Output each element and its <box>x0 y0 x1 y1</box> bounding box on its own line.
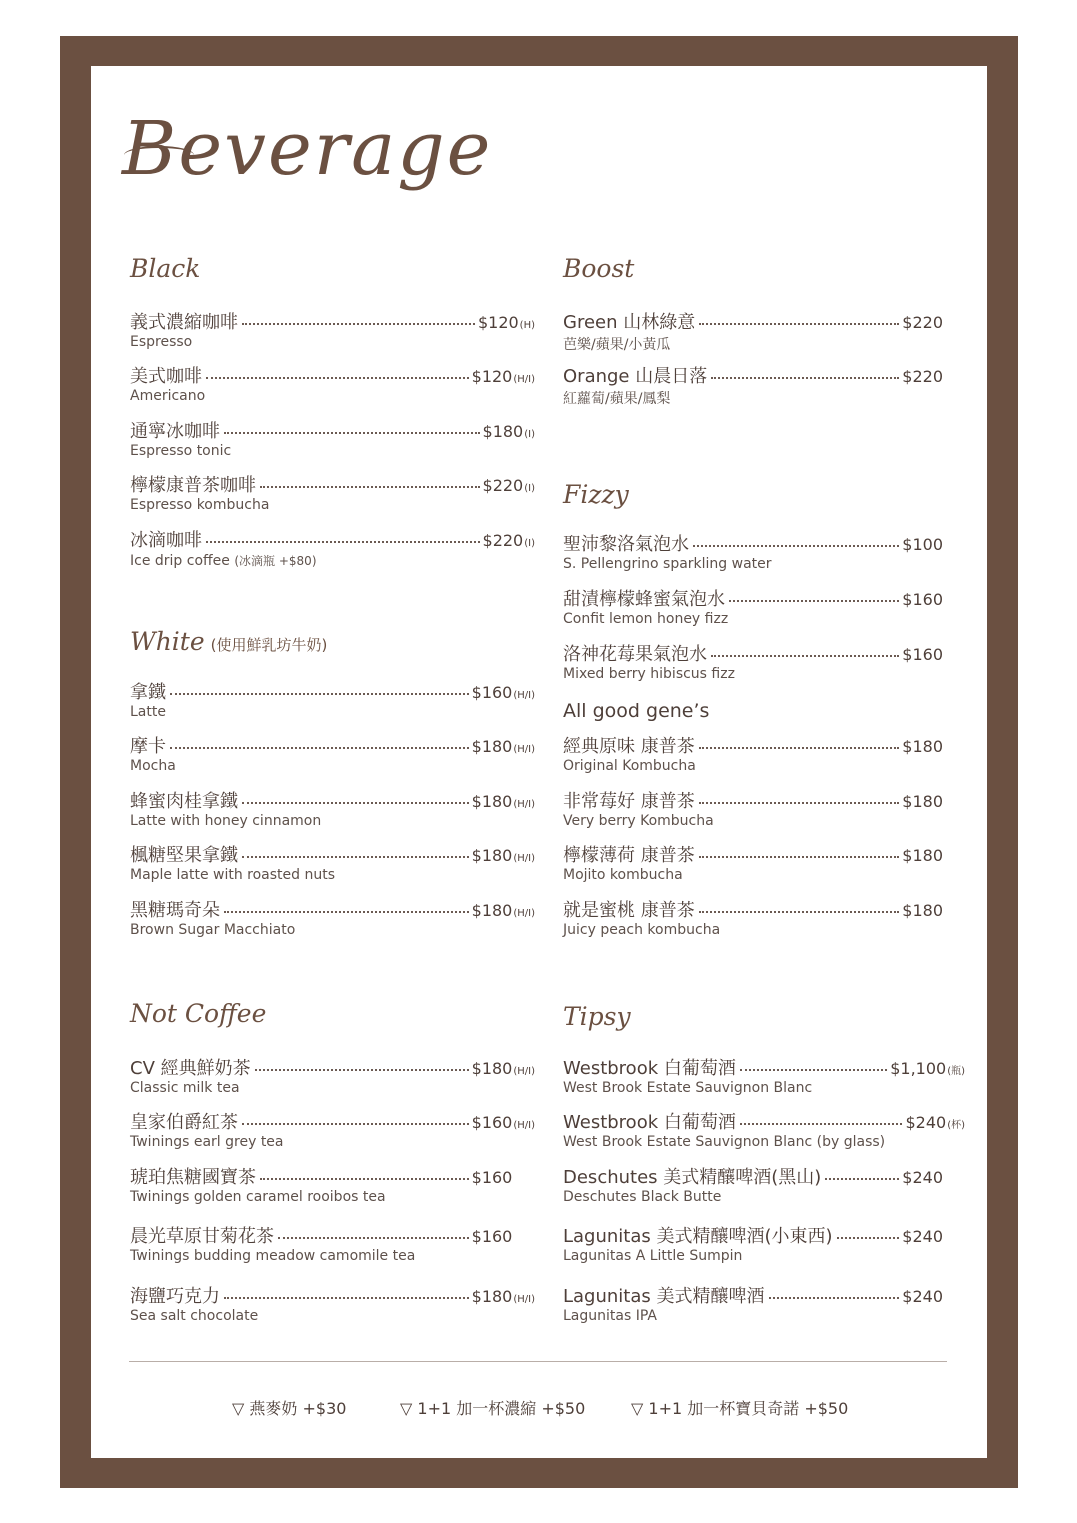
item-english: Latte <box>130 704 166 720</box>
section-title-not-coffee: Not Coffee <box>130 999 267 1028</box>
item-unit: (H/I) <box>513 1294 535 1305</box>
item-english: Very berry Kombucha <box>563 813 714 829</box>
item-unit: (H) <box>519 320 535 331</box>
section-note-white: (使用鮮乳坊牛奶) <box>210 636 328 654</box>
menu-item <box>563 1282 943 1328</box>
item-name: CV 經典鮮奶茶 <box>130 1058 251 1079</box>
item-price: $220 <box>902 313 943 332</box>
menu-item <box>130 417 535 463</box>
item-price: $180 <box>471 901 513 920</box>
item-price: $1,100 <box>890 1059 947 1078</box>
item-english: Mojito kombucha <box>563 867 683 883</box>
menu-item <box>563 585 943 631</box>
menu-item <box>563 308 943 354</box>
item-english: Confit lemon honey fizz <box>563 611 729 627</box>
item-english: Ice drip coffee <box>130 553 230 569</box>
item-name: 海鹽巧克力 <box>130 1286 220 1307</box>
item-english: Twinings earl grey tea <box>130 1134 284 1150</box>
item-ingredients: 紅蘿蔔/蘋果/鳳梨 <box>563 391 671 407</box>
addon-extra-espresso: ▽ 1+1 加一杯濃縮 +$50 <box>400 1399 586 1418</box>
item-unit: (I) <box>524 538 535 549</box>
item-unit: (杯) <box>947 1120 965 1131</box>
item-english: Sea salt chocolate <box>130 1308 259 1324</box>
item-name: 非常莓好 康普茶 <box>563 791 695 812</box>
section-boost <box>563 252 965 286</box>
item-price: $220 <box>482 531 524 550</box>
item-english: Mixed berry hibiscus fizz <box>563 666 735 682</box>
item-english: Twinings budding meadow camomile tea <box>130 1248 416 1264</box>
item-unit: (H/I) <box>513 908 535 919</box>
item-price: $240 <box>902 1168 943 1187</box>
menu-item <box>130 787 535 833</box>
menu-item <box>130 1163 535 1209</box>
section-title-black: Black <box>130 254 201 283</box>
item-name: 檸檬康普茶咖啡 <box>130 475 256 496</box>
item-name: 美式咖啡 <box>130 366 202 387</box>
item-price: $240 <box>902 1227 943 1246</box>
item-english: Twinings golden caramel rooibos tea <box>130 1189 386 1205</box>
item-english: West Brook Estate Sauvignon Blanc (by glass) <box>563 1134 886 1150</box>
item-price: $180 <box>902 792 943 811</box>
item-price: $180 <box>902 901 943 920</box>
item-name: 甜漬檸檬蜂蜜氣泡水 <box>563 589 725 610</box>
item-english: Mocha <box>130 758 176 774</box>
section-title-kombucha: All good gene’s <box>563 700 710 722</box>
section-title-tipsy: Tipsy <box>563 1002 631 1031</box>
item-price: $160 <box>471 683 513 702</box>
section-white <box>130 625 535 659</box>
menu-item <box>130 471 535 517</box>
menu-item <box>563 787 943 833</box>
item-name: 皇家伯爵紅茶 <box>130 1112 238 1133</box>
item-unit: (I) <box>524 429 535 440</box>
item-price: $240 <box>905 1113 947 1132</box>
item-price: $220 <box>902 367 943 386</box>
footer-divider <box>129 1361 947 1362</box>
item-english: Latte with honey cinnamon <box>130 813 322 829</box>
item-name: Orange 山晨日落 <box>563 366 708 387</box>
menu-title: Beverage <box>122 106 493 192</box>
menu-item <box>563 1222 943 1268</box>
item-price: $180 <box>902 846 943 865</box>
item-unit: (H/I) <box>513 1066 535 1077</box>
section-title-white: White <box>130 627 205 656</box>
section-black <box>130 252 535 286</box>
item-name: 義式濃縮咖啡 <box>130 312 238 333</box>
item-english: Americano <box>130 388 206 404</box>
item-price: $180 <box>471 846 513 865</box>
item-name: 拿鐵 <box>130 682 166 703</box>
menu-item <box>130 841 535 887</box>
item-price: $160 <box>471 1168 513 1187</box>
menu-item <box>130 526 535 572</box>
menu-item <box>130 1222 535 1268</box>
item-price: $240 <box>902 1287 943 1306</box>
item-english: West Brook Estate Sauvignon Blanc <box>563 1080 813 1096</box>
item-name: 琥珀焦糖國寶茶 <box>130 1167 256 1188</box>
menu-item <box>563 362 943 408</box>
menu-item <box>563 896 943 942</box>
item-name: Deschutes 美式精釀啤酒(黑山) <box>563 1167 822 1188</box>
item-name: 洛神花莓果氣泡水 <box>563 644 707 665</box>
menu-item <box>563 841 943 887</box>
item-price: $120 <box>477 313 519 332</box>
item-english: Lagunitas IPA <box>563 1308 657 1324</box>
item-english: Brown Sugar Macchiato <box>130 922 296 938</box>
item-ingredients: 芭樂/蘋果/小黃瓜 <box>563 337 671 353</box>
item-price: $180 <box>471 737 513 756</box>
addon-babyccino: ▽ 1+1 加一杯寶貝奇諾 +$50 <box>631 1399 849 1418</box>
item-unit: (H/I) <box>513 1120 535 1131</box>
menu-item <box>563 640 943 686</box>
menu-item <box>130 732 535 778</box>
item-name: Green 山林綠意 <box>563 312 696 333</box>
item-english: S. Pellengrino sparkling water <box>563 556 772 572</box>
menu-item <box>130 678 535 724</box>
item-name: Lagunitas 美式精釀啤酒(小東西) <box>563 1226 833 1247</box>
menu-item <box>563 732 943 778</box>
item-unit: (I) <box>524 483 535 494</box>
item-unit: (H/I) <box>513 374 535 385</box>
section-not-coffee <box>130 997 535 1031</box>
item-name: 經典原味 康普茶 <box>563 736 695 757</box>
item-name: 摩卡 <box>130 736 166 757</box>
item-unit: (H/I) <box>513 744 535 755</box>
menu-item <box>563 1108 965 1154</box>
menu-item <box>563 1163 943 1209</box>
item-price: $180 <box>902 737 943 756</box>
item-english: Espresso tonic <box>130 443 232 459</box>
section-fizzy <box>563 478 965 512</box>
item-english: Lagunitas A Little Sumpin <box>563 1248 743 1264</box>
item-price: $180 <box>482 422 524 441</box>
item-unit: (H/I) <box>513 799 535 810</box>
item-name: 晨光草原甘菊花茶 <box>130 1226 274 1247</box>
section-title-boost: Boost <box>563 254 635 283</box>
item-price: $180 <box>471 1287 513 1306</box>
item-price: $160 <box>471 1227 513 1246</box>
menu-item <box>130 308 535 354</box>
item-price: $180 <box>471 1059 513 1078</box>
menu-item <box>130 896 535 942</box>
item-name: 就是蜜桃 康普茶 <box>563 900 695 921</box>
item-price: $180 <box>471 792 513 811</box>
item-english: Espresso <box>130 334 193 350</box>
menu-item <box>130 1282 535 1328</box>
item-name: Westbrook 白葡萄酒 <box>563 1112 736 1133</box>
menu-item <box>130 1108 535 1154</box>
item-price: $160 <box>902 645 943 664</box>
item-name: 楓糖堅果拿鐵 <box>130 845 238 866</box>
section-tipsy <box>563 1000 965 1034</box>
item-name: 檸檬薄荷 康普茶 <box>563 845 695 866</box>
item-name: 黑糖瑪奇朵 <box>130 900 220 921</box>
menu-item <box>130 362 535 408</box>
item-name: Westbrook 白葡萄酒 <box>563 1058 736 1079</box>
item-price: $160 <box>471 1113 513 1132</box>
item-price: $220 <box>482 476 524 495</box>
menu-item <box>563 530 943 576</box>
item-price: $160 <box>902 590 943 609</box>
item-note: (冰滴瓶 +$80) <box>234 554 317 568</box>
section-title-fizzy: Fizzy <box>563 480 629 509</box>
item-english: Espresso kombucha <box>130 497 270 513</box>
item-price: $120 <box>471 367 513 386</box>
item-english: Classic milk tea <box>130 1080 240 1096</box>
item-unit: (H/I) <box>513 690 535 701</box>
item-name: Lagunitas 美式精釀啤酒 <box>563 1286 765 1307</box>
item-name: 冰滴咖啡 <box>130 530 202 551</box>
item-name: 聖沛黎洛氣泡水 <box>563 534 689 555</box>
item-unit: (H/I) <box>513 853 535 864</box>
item-name: 蜂蜜肉桂拿鐵 <box>130 791 238 812</box>
item-english: Juicy peach kombucha <box>563 922 721 938</box>
menu-item <box>130 1054 535 1100</box>
item-english: Original Kombucha <box>563 758 696 774</box>
item-name: 通寧冰咖啡 <box>130 421 220 442</box>
item-english: Deschutes Black Butte <box>563 1189 722 1205</box>
menu-item <box>563 1054 965 1100</box>
item-unit: (瓶) <box>947 1066 965 1077</box>
item-english: Maple latte with roasted nuts <box>130 867 336 883</box>
item-price: $100 <box>902 535 943 554</box>
addon-oat-milk: ▽ 燕麥奶 +$30 <box>232 1399 347 1418</box>
